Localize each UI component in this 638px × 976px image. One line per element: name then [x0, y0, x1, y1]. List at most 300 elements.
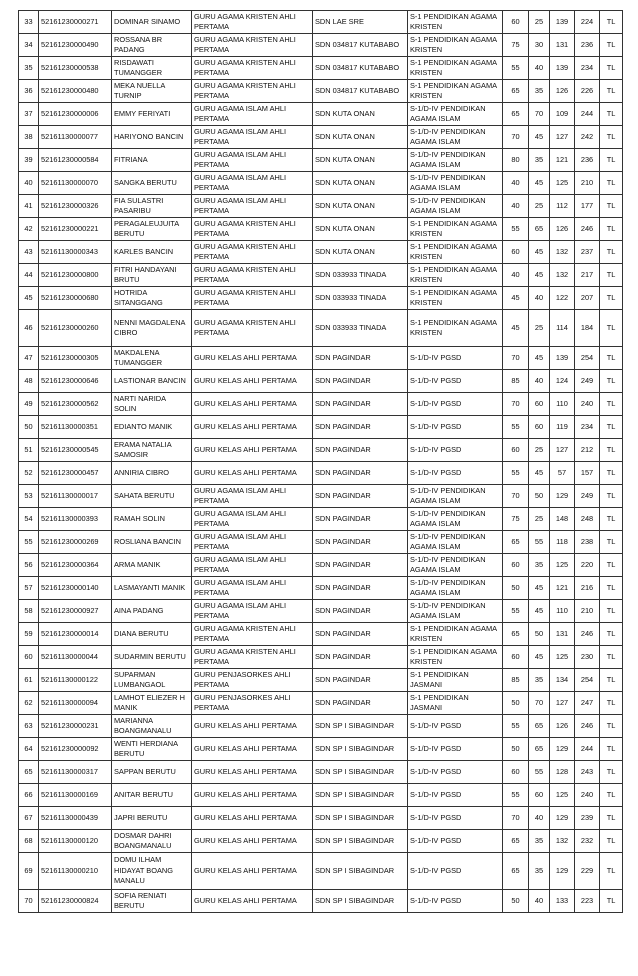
cell-row-number: 36 [19, 80, 39, 103]
cell-school: SDN SP I SIBAGINDAR [313, 784, 408, 807]
cell-total-score: 246 [575, 218, 600, 241]
cell-name: NARTI NARIDA SOLIN [112, 393, 192, 416]
cell-score-tiu: 65 [529, 738, 550, 761]
cell-status: TL [600, 80, 623, 103]
cell-status: TL [600, 623, 623, 646]
cell-row-number: 47 [19, 347, 39, 370]
cell-position: GURU AGAMA ISLAM AHLI PERTAMA [192, 103, 313, 126]
cell-school: SDN SP I SIBAGINDAR [313, 853, 408, 890]
cell-participant-number: 52161230000140 [39, 577, 112, 600]
cell-score-twk: 55 [503, 600, 529, 623]
cell-school: SDN PAGINDAR [313, 600, 408, 623]
cell-score-tkp: 131 [550, 34, 575, 57]
cell-qualification: S-1 PENDIDIKAN AGAMA KRISTEN [408, 287, 503, 310]
cell-qualification: S-1/D-IV PENDIDIKAN AGAMA ISLAM [408, 149, 503, 172]
cell-qualification: S-1/D-IV PENDIDIKAN AGAMA ISLAM [408, 195, 503, 218]
cell-school: SDN PAGINDAR [313, 485, 408, 508]
cell-total-score: 230 [575, 646, 600, 669]
cell-position: GURU KELAS AHLI PERTAMA [192, 347, 313, 370]
cell-status: TL [600, 462, 623, 485]
cell-qualification: S-1/D-IV PGSD [408, 830, 503, 853]
cell-participant-number: 52161130000343 [39, 241, 112, 264]
cell-status: TL [600, 830, 623, 853]
cell-score-tiu: 50 [529, 485, 550, 508]
cell-total-score: 244 [575, 738, 600, 761]
cell-total-score: 249 [575, 370, 600, 393]
cell-position: GURU AGAMA KRISTEN AHLI PERTAMA [192, 80, 313, 103]
cell-name: MAKDALENA TUMANGGER [112, 347, 192, 370]
cell-school: SDN PAGINDAR [313, 692, 408, 715]
cell-status: TL [600, 784, 623, 807]
cell-score-tkp: 129 [550, 485, 575, 508]
cell-status: TL [600, 287, 623, 310]
cell-participant-number: 52161230000584 [39, 149, 112, 172]
cell-row-number: 57 [19, 577, 39, 600]
cell-score-tiu: 40 [529, 370, 550, 393]
cell-school: SDN 033933 TINADA [313, 264, 408, 287]
cell-score-tiu: 45 [529, 241, 550, 264]
cell-score-twk: 55 [503, 218, 529, 241]
cell-row-number: 42 [19, 218, 39, 241]
table-row [19, 600, 623, 623]
cell-status: TL [600, 393, 623, 416]
cell-school: SDN KUTA ONAN [313, 149, 408, 172]
cell-score-twk: 65 [503, 830, 529, 853]
cell-position: GURU AGAMA ISLAM AHLI PERTAMA [192, 554, 313, 577]
cell-school: SDN PAGINDAR [313, 577, 408, 600]
cell-row-number: 43 [19, 241, 39, 264]
cell-score-tiu: 45 [529, 347, 550, 370]
cell-position: GURU KELAS AHLI PERTAMA [192, 462, 313, 485]
cell-qualification: S-1/D-IV PENDIDIKAN AGAMA ISLAM [408, 103, 503, 126]
cell-total-score: 244 [575, 103, 600, 126]
cell-status: TL [600, 485, 623, 508]
cell-score-tkp: 132 [550, 241, 575, 264]
cell-participant-number: 52161230000271 [39, 11, 112, 34]
cell-score-tiu: 60 [529, 393, 550, 416]
cell-score-tkp: 110 [550, 600, 575, 623]
cell-score-twk: 50 [503, 692, 529, 715]
cell-total-score: 217 [575, 264, 600, 287]
cell-score-tkp: 119 [550, 416, 575, 439]
cell-score-twk: 75 [503, 34, 529, 57]
cell-score-tiu: 35 [529, 149, 550, 172]
cell-score-tiu: 70 [529, 692, 550, 715]
cell-score-twk: 65 [503, 853, 529, 890]
cell-status: TL [600, 853, 623, 890]
cell-participant-number: 52161230000092 [39, 738, 112, 761]
cell-name: ROSSANA BR PADANG [112, 34, 192, 57]
cell-status: TL [600, 126, 623, 149]
cell-position: GURU AGAMA KRISTEN AHLI PERTAMA [192, 11, 313, 34]
table-row [19, 853, 623, 890]
table-row [19, 830, 623, 853]
cell-qualification: S-1/D-IV PGSD [408, 890, 503, 913]
cell-participant-number: 52161130000070 [39, 172, 112, 195]
cell-status: TL [600, 149, 623, 172]
cell-score-tkp: 126 [550, 80, 575, 103]
cell-school: SDN PAGINDAR [313, 393, 408, 416]
cell-score-tkp: 129 [550, 738, 575, 761]
cell-name: DOSMAR DAHRI BOANGMANALU [112, 830, 192, 853]
cell-school: SDN 033933 TINADA [313, 310, 408, 347]
cell-score-twk: 55 [503, 416, 529, 439]
table-row [19, 172, 623, 195]
cell-row-number: 44 [19, 264, 39, 287]
cell-qualification: S-1/D-IV PGSD [408, 807, 503, 830]
cell-school: SDN PAGINDAR [313, 370, 408, 393]
cell-participant-number: 52161130000044 [39, 646, 112, 669]
table-row [19, 287, 623, 310]
cell-score-tkp: 124 [550, 370, 575, 393]
cell-score-tkp: 125 [550, 172, 575, 195]
cell-row-number: 56 [19, 554, 39, 577]
cell-participant-number: 52161230000231 [39, 715, 112, 738]
cell-score-twk: 40 [503, 264, 529, 287]
cell-name: RISDAWATI TUMANGGER [112, 57, 192, 80]
cell-status: TL [600, 347, 623, 370]
cell-row-number: 39 [19, 149, 39, 172]
cell-qualification: S-1 PENDIDIKAN AGAMA KRISTEN [408, 623, 503, 646]
cell-participant-number: 52161230000260 [39, 310, 112, 347]
table-row [19, 554, 623, 577]
cell-score-tiu: 40 [529, 57, 550, 80]
cell-row-number: 50 [19, 416, 39, 439]
cell-score-tiu: 60 [529, 416, 550, 439]
cell-school: SDN KUTA ONAN [313, 103, 408, 126]
cell-score-tiu: 35 [529, 853, 550, 890]
cell-status: TL [600, 669, 623, 692]
cell-participant-number: 52161130000439 [39, 807, 112, 830]
cell-participant-number: 52161230000269 [39, 531, 112, 554]
cell-participant-number: 52161130000210 [39, 853, 112, 890]
cell-score-tiu: 65 [529, 715, 550, 738]
cell-score-tiu: 60 [529, 784, 550, 807]
cell-qualification: S-1/D-IV PGSD [408, 761, 503, 784]
cell-school: SDN SP I SIBAGINDAR [313, 807, 408, 830]
cell-total-score: 236 [575, 34, 600, 57]
cell-score-tiu: 55 [529, 531, 550, 554]
results-table [18, 10, 623, 913]
cell-row-number: 51 [19, 439, 39, 462]
cell-total-score: 229 [575, 853, 600, 890]
cell-score-tkp: 122 [550, 287, 575, 310]
cell-score-tkp: 112 [550, 195, 575, 218]
cell-row-number: 41 [19, 195, 39, 218]
cell-qualification: S-1 PENDIDIKAN AGAMA KRISTEN [408, 264, 503, 287]
cell-position: GURU AGAMA KRISTEN AHLI PERTAMA [192, 264, 313, 287]
cell-row-number: 68 [19, 830, 39, 853]
cell-score-twk: 75 [503, 508, 529, 531]
cell-qualification: S-1/D-IV PGSD [408, 462, 503, 485]
cell-position: GURU KELAS AHLI PERTAMA [192, 393, 313, 416]
table-row [19, 439, 623, 462]
cell-qualification: S-1/D-IV PENDIDIKAN AGAMA ISLAM [408, 172, 503, 195]
cell-score-twk: 55 [503, 715, 529, 738]
cell-row-number: 34 [19, 34, 39, 57]
cell-position: GURU KELAS AHLI PERTAMA [192, 370, 313, 393]
cell-qualification: S-1 PENDIDIKAN AGAMA KRISTEN [408, 34, 503, 57]
cell-total-score: 234 [575, 57, 600, 80]
cell-position: GURU KELAS AHLI PERTAMA [192, 761, 313, 784]
cell-position: GURU AGAMA ISLAM AHLI PERTAMA [192, 149, 313, 172]
cell-school: SDN PAGINDAR [313, 347, 408, 370]
cell-total-score: 232 [575, 830, 600, 853]
cell-status: TL [600, 264, 623, 287]
cell-status: TL [600, 807, 623, 830]
cell-row-number: 40 [19, 172, 39, 195]
cell-total-score: 249 [575, 485, 600, 508]
cell-score-tiu: 65 [529, 218, 550, 241]
cell-score-twk: 60 [503, 761, 529, 784]
cell-status: TL [600, 761, 623, 784]
cell-total-score: 240 [575, 784, 600, 807]
cell-name: EMMY FERIYATI [112, 103, 192, 126]
cell-school: SDN SP I SIBAGINDAR [313, 761, 408, 784]
cell-position: GURU AGAMA KRISTEN AHLI PERTAMA [192, 57, 313, 80]
cell-row-number: 66 [19, 784, 39, 807]
table-row [19, 195, 623, 218]
cell-qualification: S-1/D-IV PGSD [408, 370, 503, 393]
cell-participant-number: 52161130000317 [39, 761, 112, 784]
cell-total-score: 212 [575, 439, 600, 462]
cell-qualification: S-1/D-IV PGSD [408, 784, 503, 807]
cell-score-tkp: 127 [550, 126, 575, 149]
cell-name: SOFIA RENIATI BERUTU [112, 890, 192, 913]
cell-score-tiu: 45 [529, 646, 550, 669]
cell-score-tkp: 125 [550, 554, 575, 577]
cell-score-tkp: 127 [550, 439, 575, 462]
cell-row-number: 58 [19, 600, 39, 623]
cell-total-score: 184 [575, 310, 600, 347]
table-row [19, 738, 623, 761]
cell-school: SDN SP I SIBAGINDAR [313, 738, 408, 761]
cell-status: TL [600, 715, 623, 738]
cell-position: GURU KELAS AHLI PERTAMA [192, 853, 313, 890]
cell-participant-number: 52161130000077 [39, 126, 112, 149]
cell-total-score: 207 [575, 287, 600, 310]
cell-score-tkp: 131 [550, 623, 575, 646]
cell-name: RAMAH SOLIN [112, 508, 192, 531]
cell-name: LAMHOT ELIEZER H MANIK [112, 692, 192, 715]
cell-school: SDN SP I SIBAGINDAR [313, 715, 408, 738]
cell-school: SDN LAE SRE [313, 11, 408, 34]
cell-row-number: 52 [19, 462, 39, 485]
cell-score-twk: 70 [503, 347, 529, 370]
cell-score-tiu: 25 [529, 310, 550, 347]
cell-total-score: 239 [575, 807, 600, 830]
cell-participant-number: 52161130000120 [39, 830, 112, 853]
cell-position: GURU AGAMA ISLAM AHLI PERTAMA [192, 577, 313, 600]
table-row [19, 784, 623, 807]
cell-position: GURU AGAMA KRISTEN AHLI PERTAMA [192, 310, 313, 347]
cell-position: GURU KELAS AHLI PERTAMA [192, 784, 313, 807]
cell-name: ARMA MANIK [112, 554, 192, 577]
cell-score-tkp: 110 [550, 393, 575, 416]
cell-position: GURU AGAMA KRISTEN AHLI PERTAMA [192, 646, 313, 669]
table-row [19, 103, 623, 126]
cell-score-tiu: 45 [529, 577, 550, 600]
cell-position: GURU KELAS AHLI PERTAMA [192, 738, 313, 761]
cell-score-twk: 65 [503, 80, 529, 103]
cell-total-score: 220 [575, 554, 600, 577]
cell-qualification: S-1/D-IV PGSD [408, 853, 503, 890]
table-row [19, 149, 623, 172]
cell-status: TL [600, 241, 623, 264]
cell-score-twk: 65 [503, 531, 529, 554]
cell-status: TL [600, 531, 623, 554]
cell-participant-number: 52161230000006 [39, 103, 112, 126]
cell-qualification: S-1/D-IV PENDIDIKAN AGAMA ISLAM [408, 577, 503, 600]
cell-school: SDN PAGINDAR [313, 669, 408, 692]
cell-participant-number: 52161230000326 [39, 195, 112, 218]
cell-position: GURU AGAMA KRISTEN AHLI PERTAMA [192, 34, 313, 57]
cell-name: MEKA NUELLA TURNIP [112, 80, 192, 103]
cell-total-score: 237 [575, 241, 600, 264]
cell-score-twk: 50 [503, 738, 529, 761]
cell-name: SUPARMAN LUMBANGAOL [112, 669, 192, 692]
cell-row-number: 45 [19, 287, 39, 310]
cell-school: SDN PAGINDAR [313, 623, 408, 646]
cell-participant-number: 52161230000800 [39, 264, 112, 287]
cell-total-score: 236 [575, 149, 600, 172]
cell-status: TL [600, 600, 623, 623]
cell-score-tiu: 70 [529, 103, 550, 126]
cell-school: SDN KUTA ONAN [313, 172, 408, 195]
cell-name: FITRI HANDAYANI BRUTU [112, 264, 192, 287]
cell-score-tkp: 125 [550, 646, 575, 669]
cell-qualification: S-1 PENDIDIKAN AGAMA KRISTEN [408, 57, 503, 80]
cell-position: GURU KELAS AHLI PERTAMA [192, 830, 313, 853]
cell-row-number: 37 [19, 103, 39, 126]
cell-qualification: S-1/D-IV PGSD [408, 393, 503, 416]
cell-position: GURU KELAS AHLI PERTAMA [192, 416, 313, 439]
cell-score-tiu: 45 [529, 462, 550, 485]
table-row [19, 531, 623, 554]
table-row [19, 485, 623, 508]
cell-score-twk: 55 [503, 462, 529, 485]
cell-score-twk: 60 [503, 11, 529, 34]
cell-total-score: 210 [575, 172, 600, 195]
table-row [19, 393, 623, 416]
cell-name: ERAMA NATALIA SAMOSIR [112, 439, 192, 462]
cell-name: SAPPAN BERUTU [112, 761, 192, 784]
cell-total-score: 240 [575, 393, 600, 416]
cell-qualification: S-1 PENDIDIKAN AGAMA KRISTEN [408, 218, 503, 241]
cell-status: TL [600, 11, 623, 34]
table-row [19, 11, 623, 34]
cell-participant-number: 52161230000538 [39, 57, 112, 80]
cell-score-twk: 45 [503, 310, 529, 347]
cell-name: KARLES BANCIN [112, 241, 192, 264]
cell-position: GURU AGAMA ISLAM AHLI PERTAMA [192, 195, 313, 218]
cell-school: SDN SP I SIBAGINDAR [313, 830, 408, 853]
cell-row-number: 65 [19, 761, 39, 784]
cell-score-twk: 40 [503, 195, 529, 218]
cell-score-twk: 70 [503, 485, 529, 508]
cell-name: DIANA BERUTU [112, 623, 192, 646]
cell-score-tiu: 35 [529, 80, 550, 103]
cell-participant-number: 52161230000545 [39, 439, 112, 462]
cell-participant-number: 52161130000351 [39, 416, 112, 439]
table-row [19, 508, 623, 531]
cell-participant-number: 52161130000122 [39, 669, 112, 692]
cell-position: GURU PENJASORKES AHLI PERTAMA [192, 692, 313, 715]
cell-score-twk: 50 [503, 577, 529, 600]
cell-participant-number: 52161230000221 [39, 218, 112, 241]
cell-score-twk: 70 [503, 393, 529, 416]
cell-score-tkp: 132 [550, 830, 575, 853]
cell-total-score: 254 [575, 669, 600, 692]
cell-school: SDN 034817 KUTABABO [313, 80, 408, 103]
table-row [19, 370, 623, 393]
cell-participant-number: 52161230000014 [39, 623, 112, 646]
cell-score-twk: 70 [503, 807, 529, 830]
cell-row-number: 70 [19, 890, 39, 913]
cell-participant-number: 52161230000490 [39, 34, 112, 57]
cell-status: TL [600, 172, 623, 195]
cell-score-twk: 70 [503, 126, 529, 149]
cell-score-tiu: 25 [529, 439, 550, 462]
cell-school: SDN 033933 TINADA [313, 287, 408, 310]
cell-qualification: S-1 PENDIDIKAN AGAMA KRISTEN [408, 11, 503, 34]
cell-status: TL [600, 577, 623, 600]
cell-name: DOMINAR SINAMO [112, 11, 192, 34]
cell-row-number: 55 [19, 531, 39, 554]
table-row [19, 80, 623, 103]
cell-row-number: 63 [19, 715, 39, 738]
table-row [19, 890, 623, 913]
cell-score-twk: 55 [503, 784, 529, 807]
cell-position: GURU AGAMA KRISTEN AHLI PERTAMA [192, 218, 313, 241]
table-row [19, 761, 623, 784]
cell-status: TL [600, 57, 623, 80]
cell-score-tkp: 128 [550, 761, 575, 784]
cell-school: SDN KUTA ONAN [313, 195, 408, 218]
cell-score-tiu: 40 [529, 287, 550, 310]
cell-total-score: 234 [575, 416, 600, 439]
cell-row-number: 49 [19, 393, 39, 416]
cell-score-tiu: 25 [529, 508, 550, 531]
cell-score-twk: 55 [503, 57, 529, 80]
cell-score-twk: 60 [503, 646, 529, 669]
cell-position: GURU AGAMA ISLAM AHLI PERTAMA [192, 126, 313, 149]
cell-score-tkp: 127 [550, 692, 575, 715]
table-row [19, 347, 623, 370]
cell-status: TL [600, 310, 623, 347]
cell-score-tkp: 114 [550, 310, 575, 347]
table-row [19, 34, 623, 57]
cell-total-score: 246 [575, 715, 600, 738]
cell-name: PERAGALEUJUITA BERUTU [112, 218, 192, 241]
cell-score-tiu: 45 [529, 126, 550, 149]
cell-score-tkp: 109 [550, 103, 575, 126]
cell-row-number: 33 [19, 11, 39, 34]
cell-score-twk: 65 [503, 623, 529, 646]
cell-status: TL [600, 508, 623, 531]
cell-total-score: 177 [575, 195, 600, 218]
cell-row-number: 48 [19, 370, 39, 393]
cell-row-number: 46 [19, 310, 39, 347]
cell-row-number: 67 [19, 807, 39, 830]
cell-score-tkp: 139 [550, 347, 575, 370]
cell-school: SDN KUTA ONAN [313, 241, 408, 264]
cell-status: TL [600, 103, 623, 126]
cell-score-tiu: 45 [529, 600, 550, 623]
cell-score-twk: 50 [503, 890, 529, 913]
cell-qualification: S-1/D-IV PENDIDIKAN AGAMA ISLAM [408, 126, 503, 149]
cell-qualification: S-1/D-IV PENDIDIKAN AGAMA ISLAM [408, 600, 503, 623]
